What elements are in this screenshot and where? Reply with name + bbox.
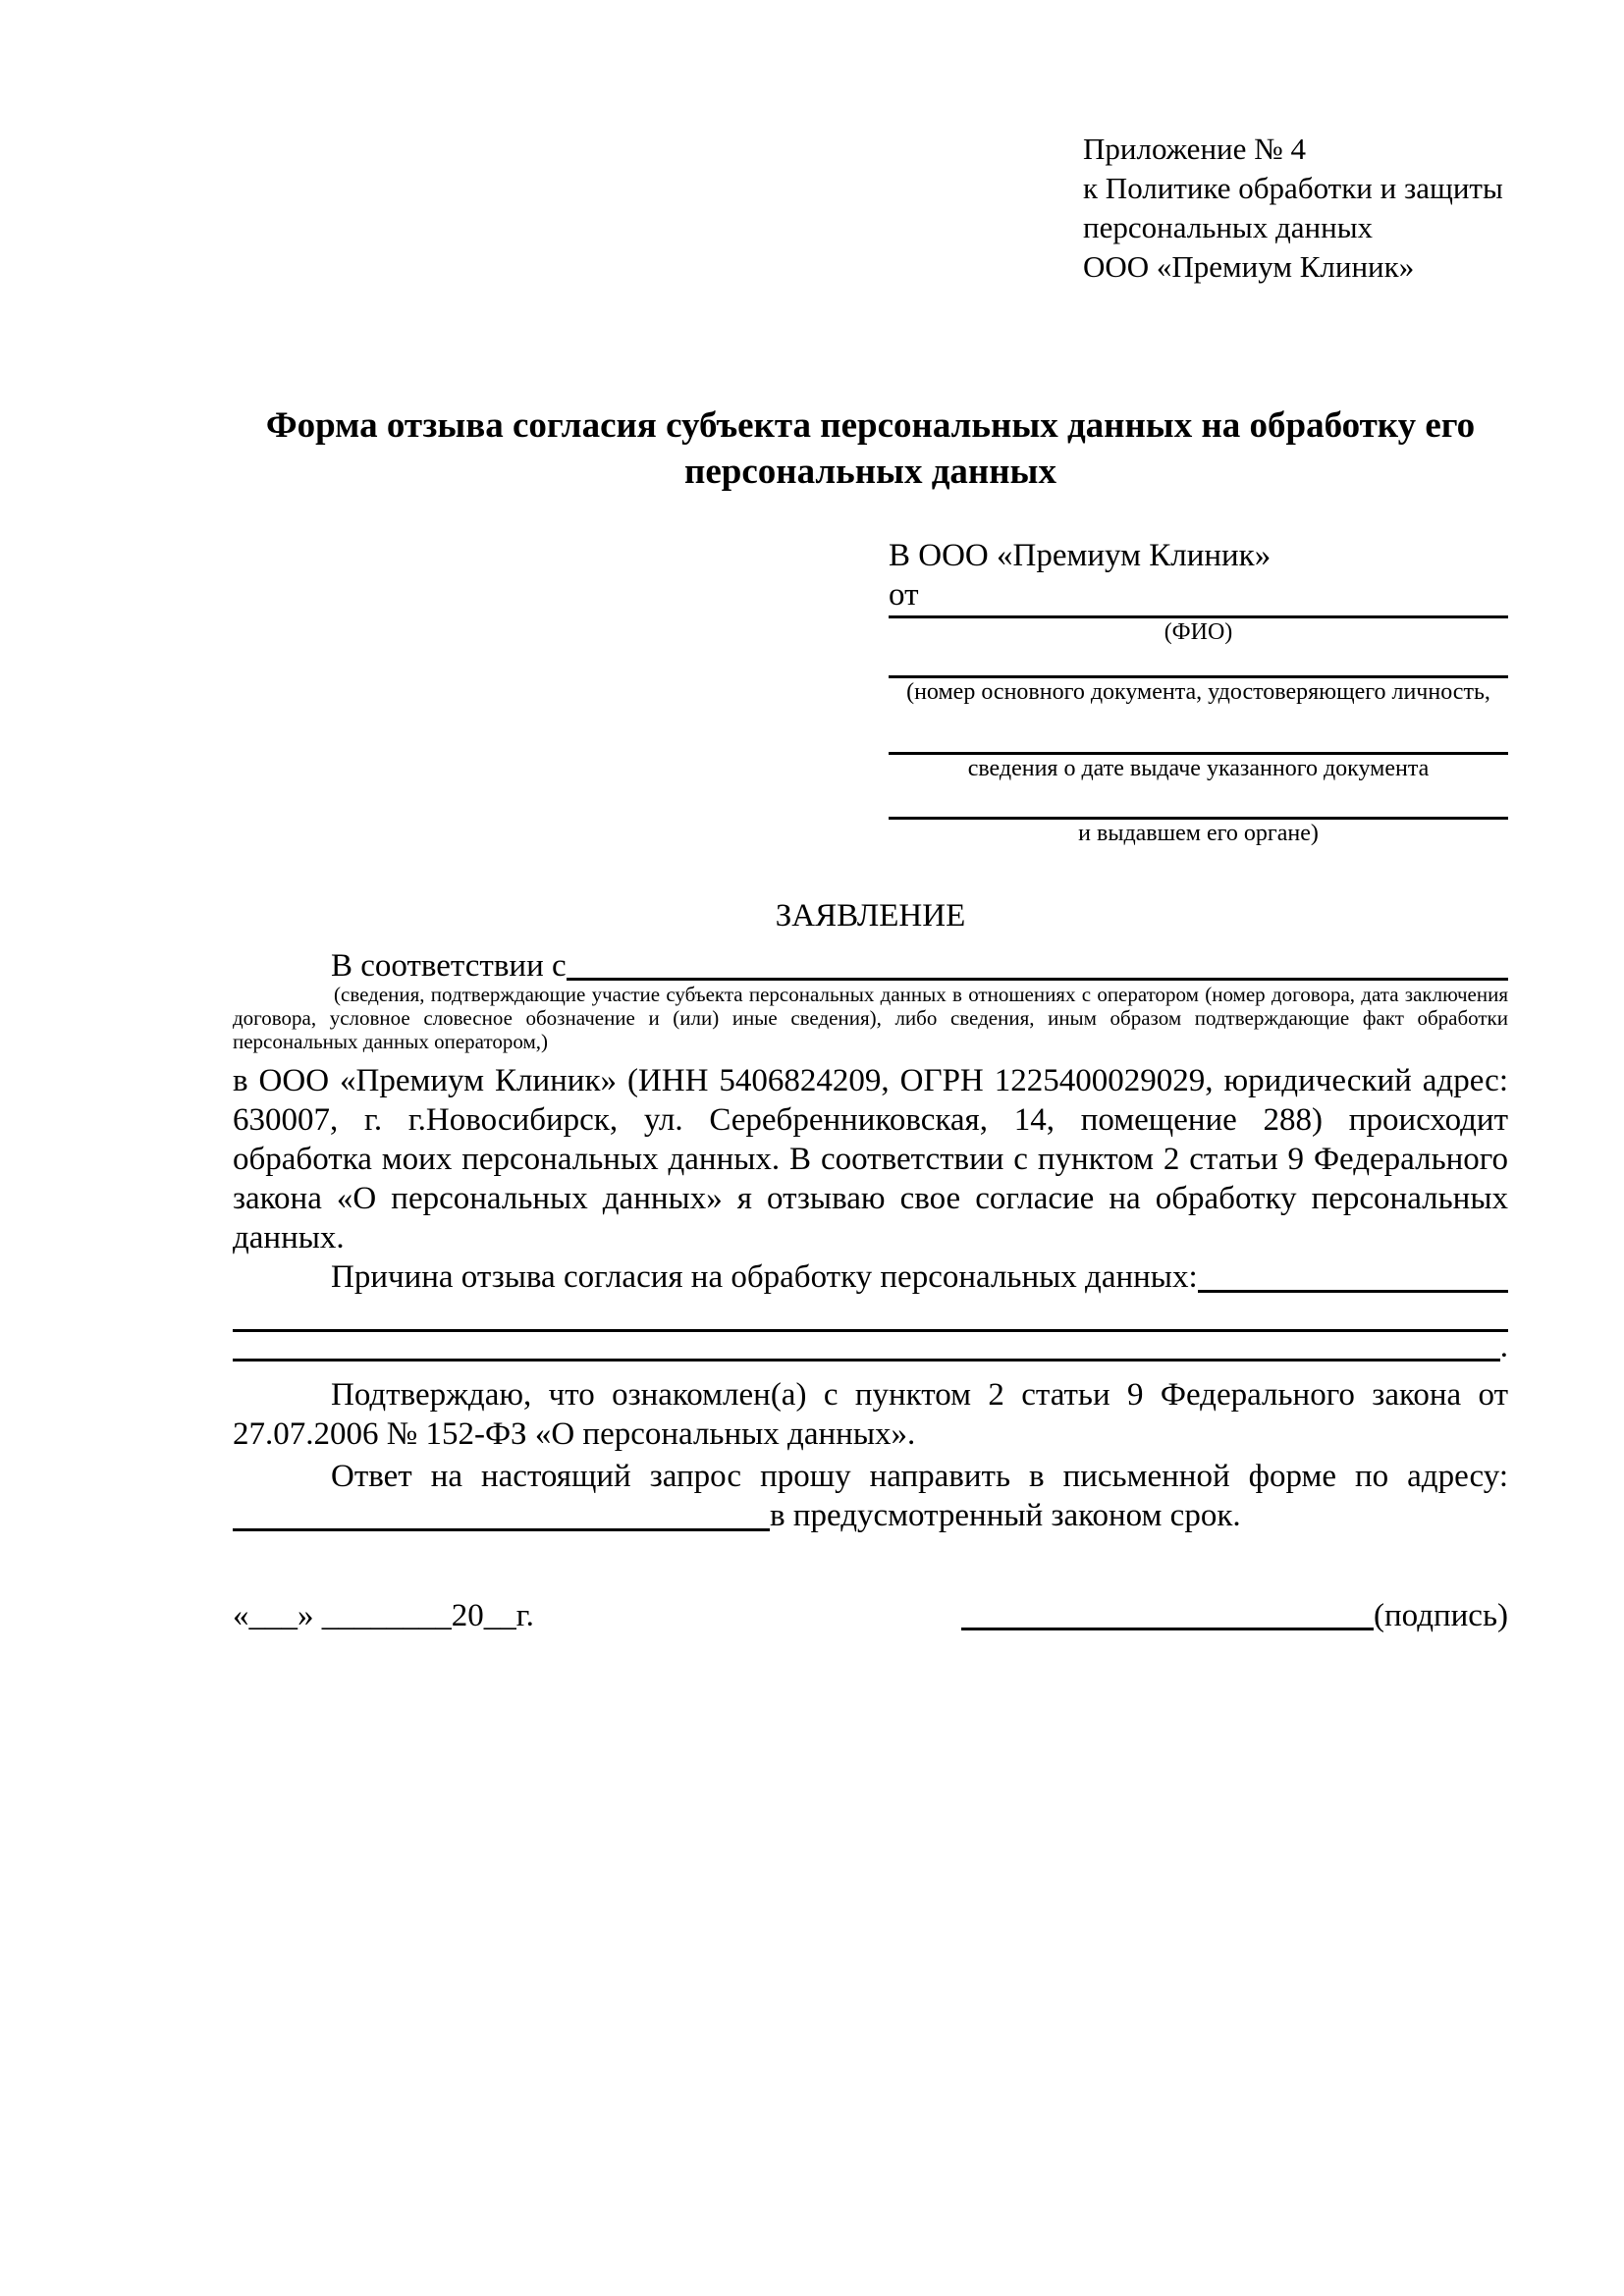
signature-group [961, 1596, 1508, 1635]
body-paragraph: в ООО «Премиум Клиник» (ИНН 5406824209, ОГРН 1225400029029, юридический адрес: 630007, г. г.Новосибирск, ул. Серебренниковская, 14, помещение 288) происходит обработка моих персональных данных. В соответствии с пунктом 2 статьи 9 Федерального закона «О персональных данных» я отзываю свое согласие на обработку персональных данных. [233, 1063, 1508, 1255]
reason-fill-line [1198, 1290, 1508, 1293]
blank-fill-line [233, 1297, 1508, 1332]
appendix-line: к Политике обработки и защиты [1083, 171, 1503, 205]
accordance-fill-line [567, 978, 1508, 981]
date-blank: «___» ________20__г. [233, 1598, 534, 1633]
period-mark: . [1499, 1329, 1508, 1364]
reason-lead: Причина отзыва согласия на обработку персональных данных: [331, 1259, 1198, 1295]
appendix-line: ООО «Премиум Клиник» [1083, 249, 1415, 284]
reply-tail: в предусмотренный законом срок. [770, 1498, 1241, 1533]
signature-caption: (подпись) [1374, 1598, 1508, 1633]
document-number-caption: (номер основного документа, удостоверяющего личность, [906, 679, 1490, 705]
issuing-authority-caption: и выдавшем его органе) [1078, 821, 1319, 846]
reason-row [233, 1257, 1508, 1297]
recipient-block [889, 536, 1508, 847]
recipient-from-label: от [889, 577, 919, 613]
appendix-line: персональных данных [1083, 210, 1374, 244]
document-title: Форма отзыва согласия субъекта персональных данных на обработку его персональных данных [265, 405, 1476, 492]
confirmation-paragraph: Подтверждаю, что ознакомлен(а) с пунктом 2 статьи 9 Федерального закона от 27.07.2006 № 152-ФЗ «О персональных данных». [233, 1377, 1508, 1452]
recipient-org: В ООО «Премиум Клиник» [889, 538, 1272, 573]
accordance-row [233, 947, 1508, 985]
address-fill-line [233, 1528, 770, 1531]
blank-fill-row [233, 1329, 1508, 1364]
reply-request-line: Ответ на настоящий запрос прошу направить в письменной форме по адресу: [331, 1459, 1508, 1494]
accordance-lead: В соответствии с [331, 948, 567, 984]
address-row [233, 1496, 1508, 1535]
issue-date-caption: сведения о дате выдаче указанного документа [967, 756, 1430, 781]
note-text: (сведения, подтверждающие участие субъекта персональных данных в отношениях с оператором (номер договора, дата заключения договора, условное словесное обозначение и (или) иные сведения), либо сведения, иным образом подтверждающие факт обработки персональных данных оператором,) [233, 983, 1508, 1053]
appendix-header [1083, 130, 1508, 287]
signature-line [961, 1628, 1374, 1630]
statement-heading: ЗАЯВЛЕНИЕ [775, 898, 966, 934]
blank-fill-line [233, 1333, 1500, 1362]
signature-date-row [233, 1596, 1508, 1635]
appendix-line: Приложение № 4 [1083, 132, 1306, 166]
fio-caption: (ФИО) [1164, 619, 1233, 645]
